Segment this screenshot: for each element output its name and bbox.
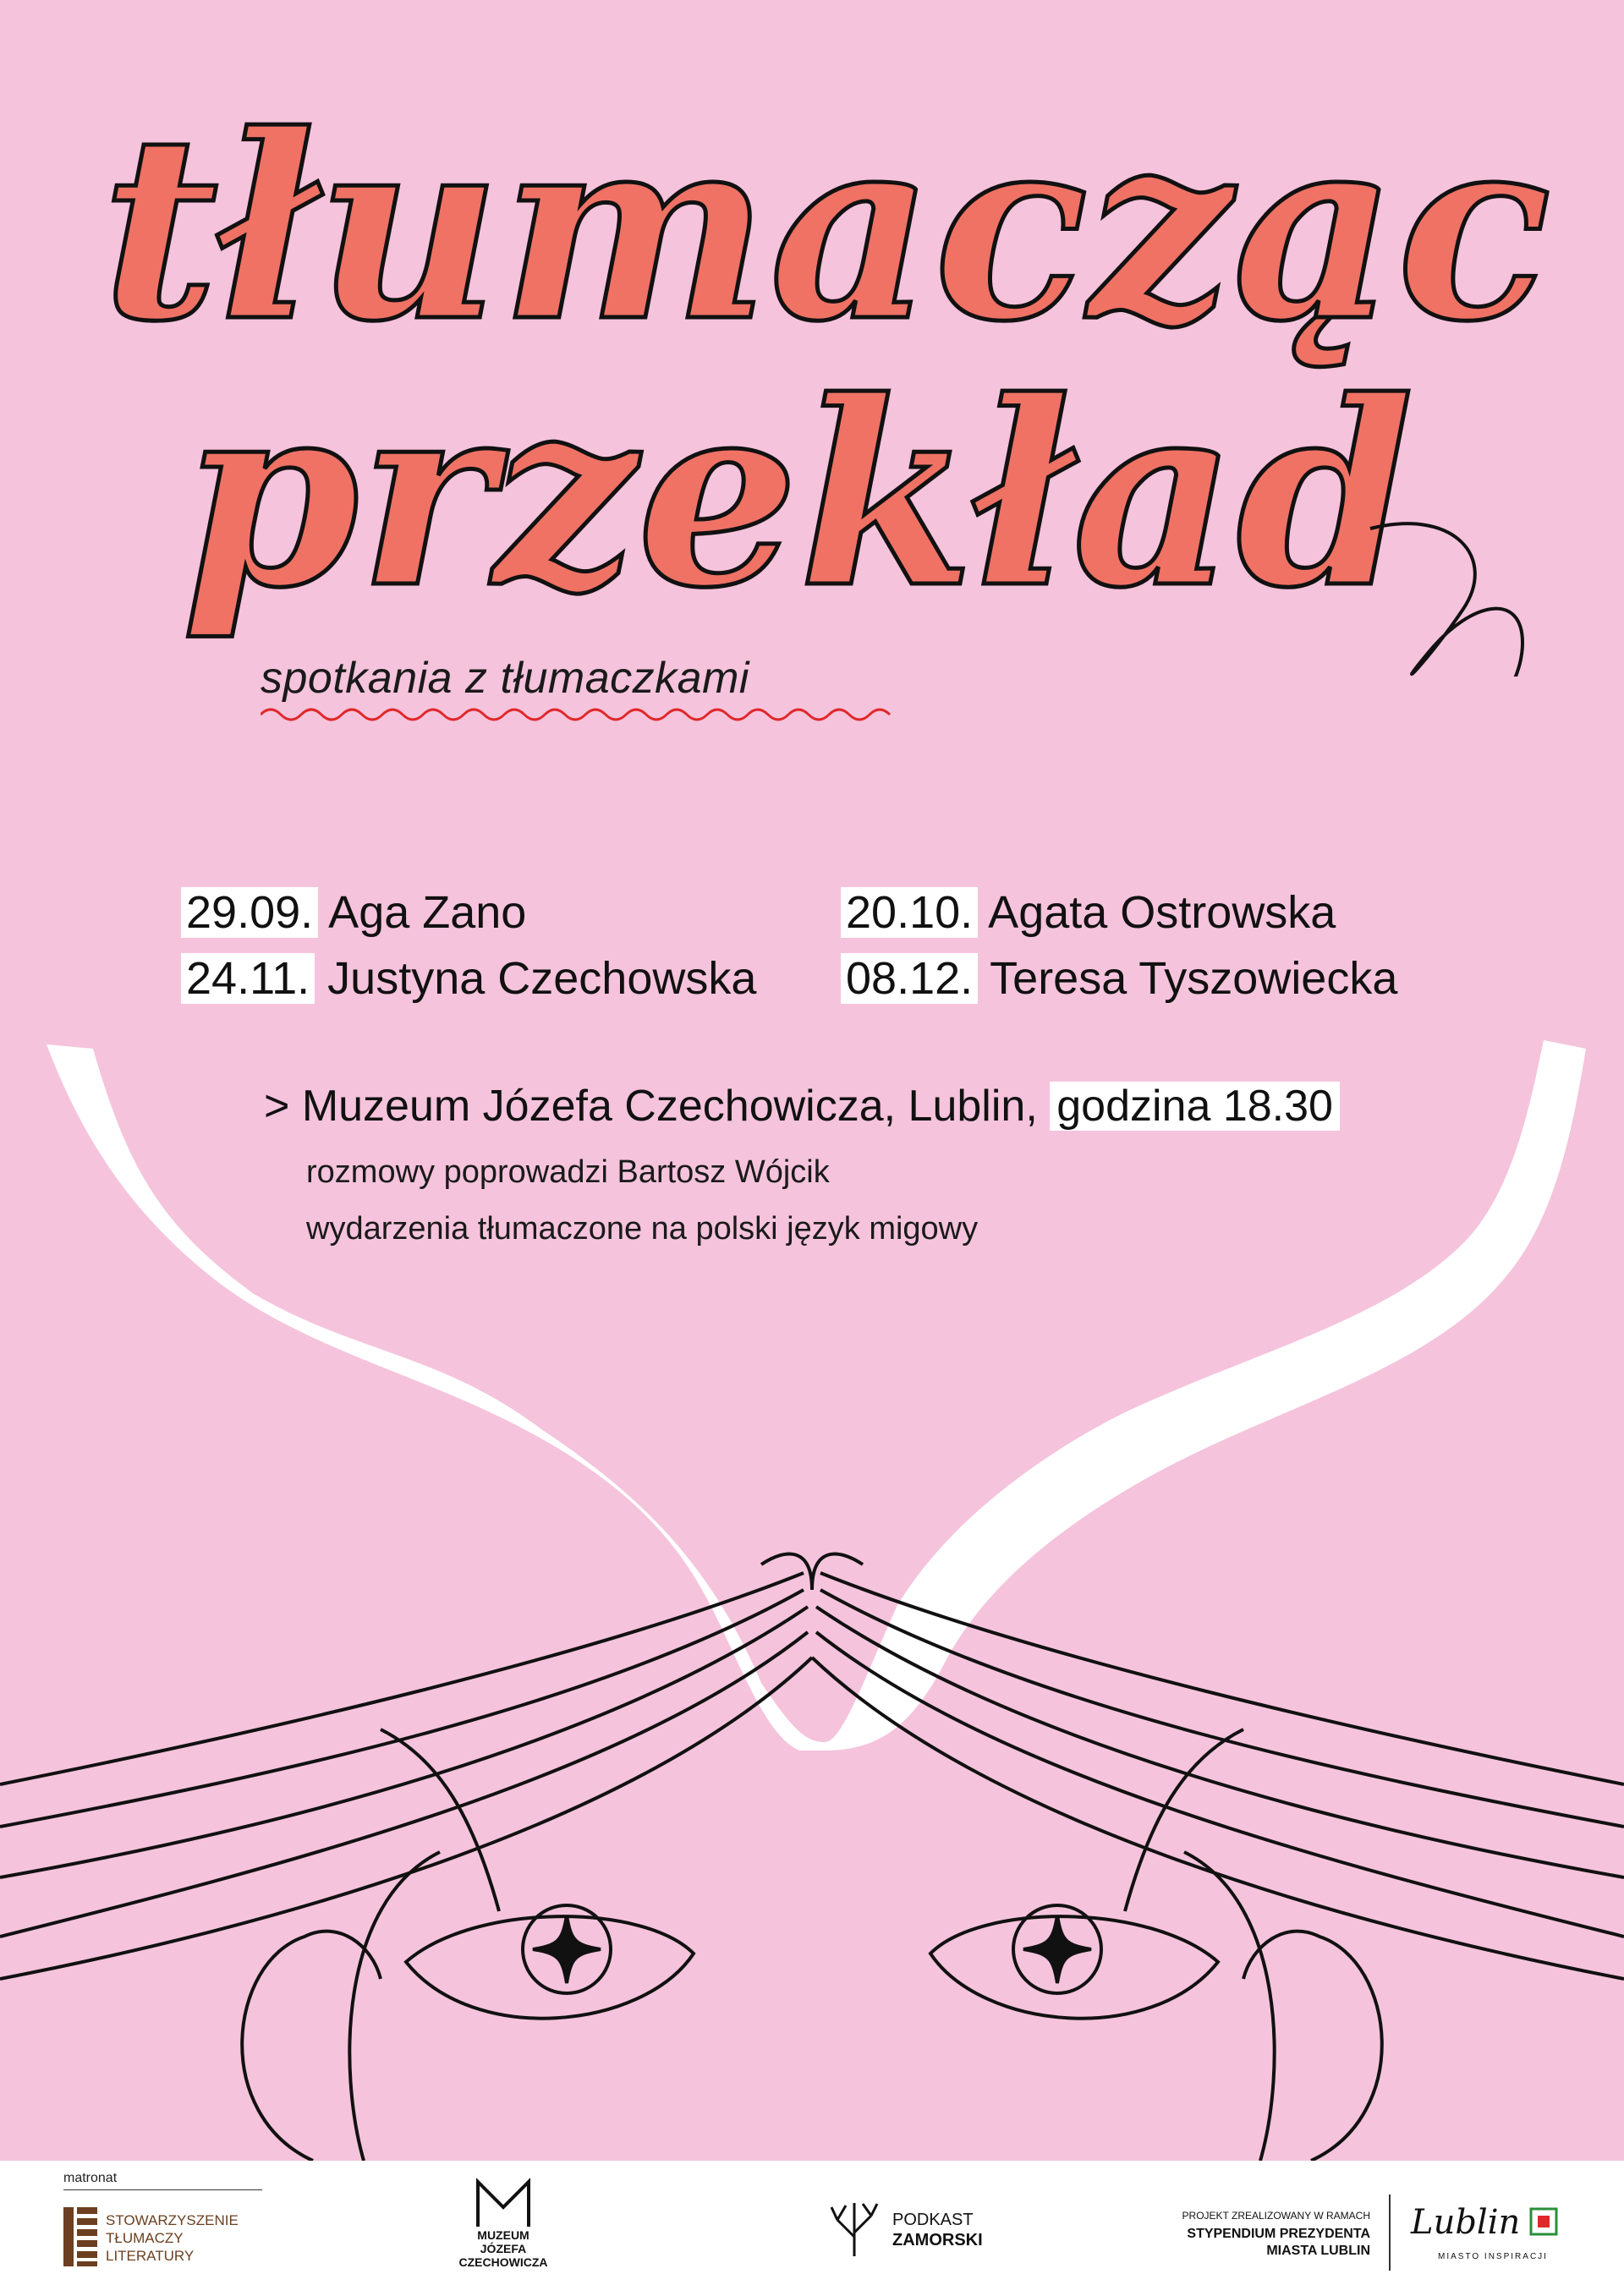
subtitle: spotkania z tłumaczkami xyxy=(261,654,749,703)
head-outline xyxy=(242,1852,1382,2161)
coral-icon xyxy=(825,2199,884,2262)
stl-name: STOWARZYSZENIE TŁUMACZY LITERATURY xyxy=(106,2212,239,2264)
matronat-label: matronat xyxy=(63,2171,118,2185)
lublin-emblem-icon xyxy=(1529,2207,1558,2240)
event-date: 29.09. xyxy=(181,887,318,938)
venue-place: > Muzeum Józefa Czechowicza, Lublin, xyxy=(264,1082,1038,1131)
event-name: Justyna Czechowska xyxy=(327,953,757,1004)
eye-left xyxy=(406,1905,694,2019)
event-name: Agata Ostrowska xyxy=(988,887,1336,938)
muzeum-name: MUZEUM JÓZEFA CZECHOWICZA xyxy=(458,2228,548,2269)
matronat-divider xyxy=(63,2189,262,2190)
eye-right xyxy=(930,1905,1218,2019)
footer-divider xyxy=(1389,2195,1391,2271)
muzeum-logo-icon xyxy=(474,2178,533,2233)
lublin-tagline: MIASTO INSPIRACJI xyxy=(1438,2252,1548,2261)
event-date: 08.12. xyxy=(841,953,978,1004)
project-line: PROJEKT ZREALIZOWANY W RAMACH xyxy=(1182,2210,1370,2222)
lublin-logo: Lublin xyxy=(1411,2203,1521,2242)
event-date: 20.10. xyxy=(841,887,978,938)
event-name: Aga Zano xyxy=(328,887,527,938)
event-name: Teresa Tyszowiecka xyxy=(990,953,1398,1004)
sign-language-note: wydarzenia tłumaczone na polski język migowy xyxy=(306,1211,979,1247)
stl-logo-icon xyxy=(63,2207,97,2271)
venue-line xyxy=(264,1081,1340,1132)
title-line-1: tłumacząc xyxy=(102,79,1552,377)
event-date: 24.11. xyxy=(181,953,315,1004)
footer-logos xyxy=(0,2161,1624,2296)
white-ribbon xyxy=(47,1040,1586,1751)
podkast-name: PODKAST ZAMORSKI xyxy=(892,2211,983,2249)
event-time: godzina 18.30 xyxy=(1050,1082,1340,1131)
stypendium-name: STYPENDIUM PREZYDENTA MIASTA LUBLIN xyxy=(1187,2227,1370,2258)
host-note: rozmowy poprowadzi Bartosz Wójcik xyxy=(306,1154,830,1190)
title-line-2: przekład xyxy=(182,345,1414,644)
hair-lines xyxy=(0,1554,1624,1979)
